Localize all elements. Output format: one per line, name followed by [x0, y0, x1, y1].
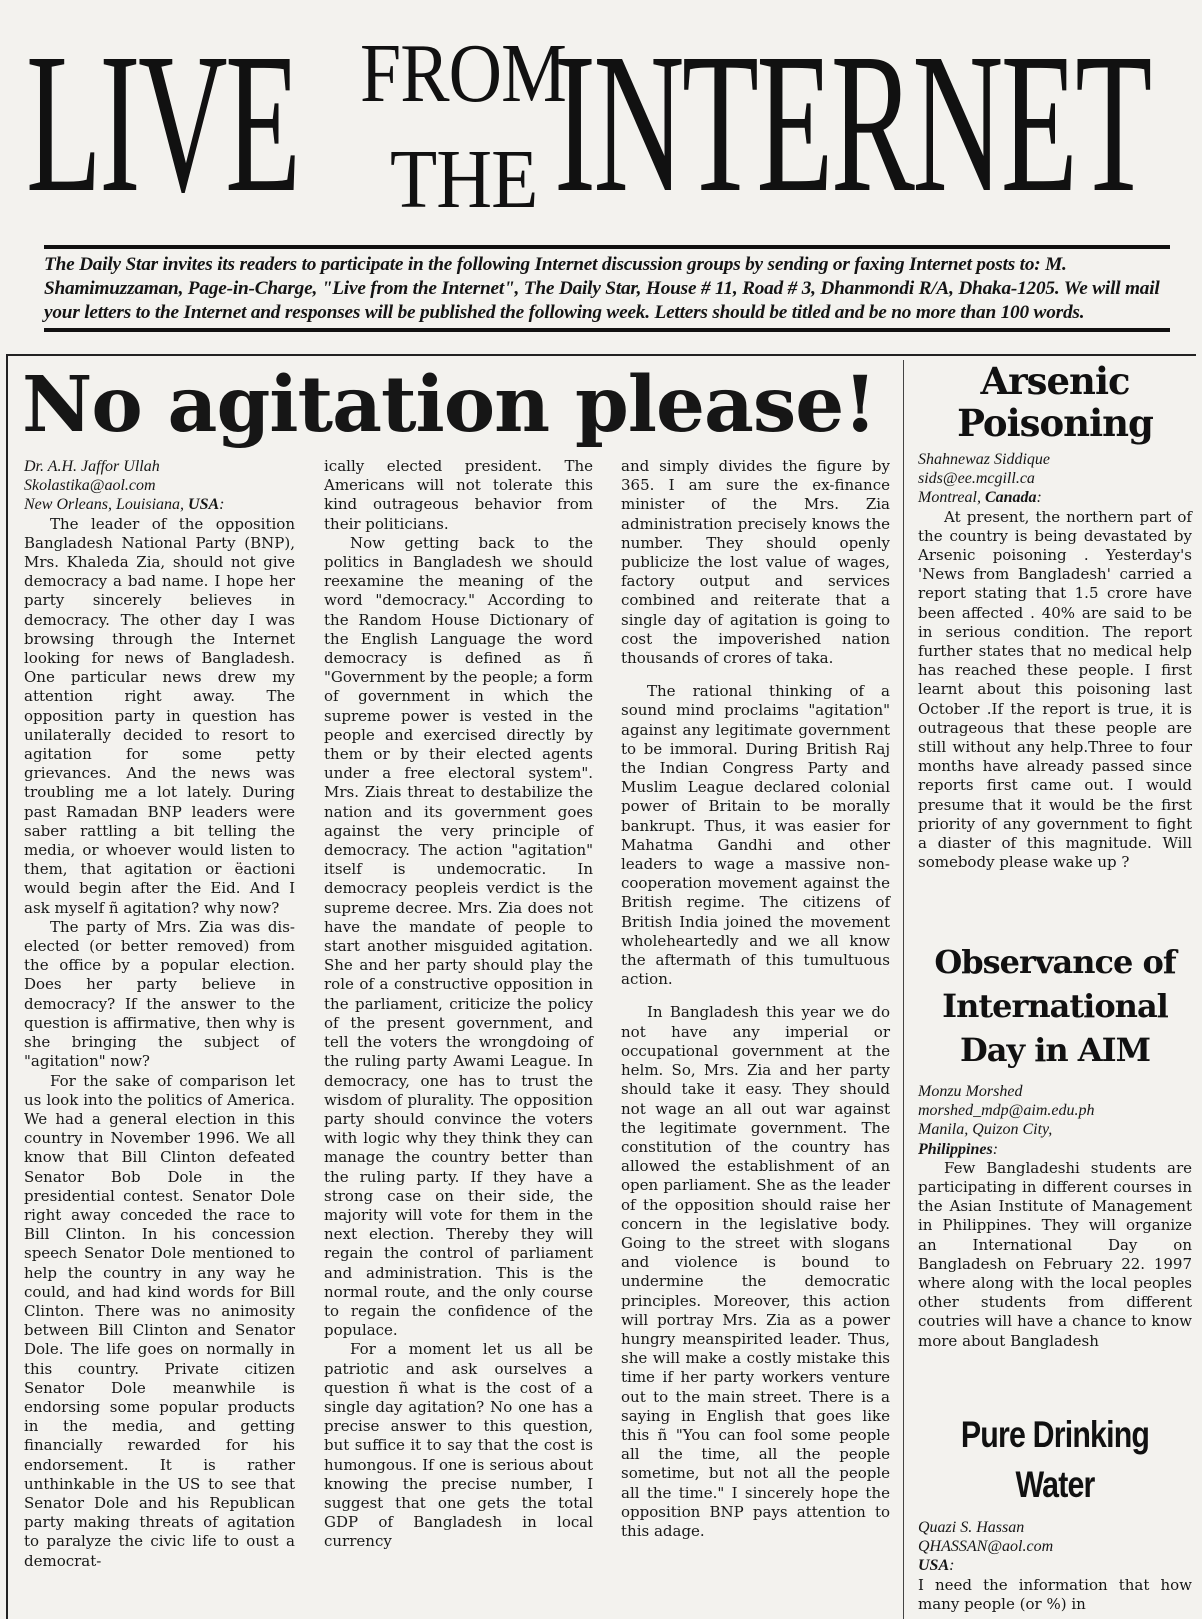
arsenic-title-line2: Poisoning — [957, 401, 1153, 445]
intro-bottom-rule — [44, 328, 1170, 332]
author-email: Skolastika@aol.com — [24, 477, 156, 495]
water-title-line2: Water — [1015, 1464, 1095, 1505]
observance-author: Monzu Morshed — [918, 1083, 1023, 1100]
location-country: USA — [188, 496, 220, 514]
author-location: New Orleans, Louisiana, USA: — [24, 496, 225, 514]
intro-box — [44, 245, 1170, 332]
article-column-1 — [24, 457, 295, 1571]
observance-email: morshed_mdp@aim.edu.ph — [918, 1102, 1095, 1120]
frame-top-rule — [6, 354, 1196, 356]
article-column-2 — [324, 457, 593, 1552]
intro-text: The Daily Star invites its readers to participate in the following Internet discussion groups by sending or faxing Internet posts to: M. Shamimuzzaman, Page-in-Charge, "Live from the Internet", The Daily Star, House # 11, Road # 3, Dhanmondi R/A, Dhaka-1205. We will mail your letters to the Internet and responses will be published the following week. Letters should be titled and be no more than 100 words. — [44, 254, 1160, 323]
masthead — [26, 6, 1186, 238]
location-country: USA — [918, 1557, 950, 1575]
water-body: I need the information that how many people (or %) in — [918, 1575, 1192, 1613]
sidebar-water — [918, 1410, 1192, 1614]
water-country-line: USA: — [918, 1557, 955, 1575]
observance-title-line2: International — [942, 987, 1168, 1025]
observance-title-line3: Day in AIM — [960, 1031, 1150, 1069]
observance-location: Manila, Quizon City, — [918, 1121, 1053, 1139]
masthead-the: THE — [390, 133, 538, 226]
arsenic-title-line1: Arsenic — [980, 359, 1130, 403]
observance-body: Few Bangladeshi students are participating in different courses in the Asian Institute of Management in Philippines. They will organize an International Day on Bangladesh on February 22. 1997 where along with the local peoples other students from different coutries will have a chance to know more about Bangladesh — [918, 1158, 1192, 1350]
masthead-internet: INTERNET — [554, 13, 1150, 234]
arsenic-body: At present, the northern part of the country is being devastated by Arsenic poisoning . Yesterday's 'News from Bangladesh' carried a report stating that 1.5 crore have been affected . 40% are said to be in serious condition. The report further states that no medical help has reached these people. I first learnt about this poisoning last October .If the report is true, it is outrageous that these people are still without any help.Three to four months have already passed since reports first came out. I would presume that it would be the first priority of any government to fight a diaster of this magnitude. Will somebody please wake up ? — [918, 507, 1192, 872]
observance-country-line: Philippines: — [918, 1140, 999, 1158]
arsenic-author: Shahnewaz Siddique — [918, 451, 1050, 468]
paragraph: The rational thinking of a sound mind proclaims "agitation" against any legitimate government to be immoral. During British Raj the Indian Congress Party and Muslim League declared colonial power of Britain to be morally bankrupt. Thus, it was easier for Mahatma Gandhi and other leaders to wage a massive non-cooperation movement against the British regime. The citizens of British India joined the movement wholeheartedly and we all know the aftermath of this tumultuous action. — [621, 682, 890, 989]
intro-top-rule — [44, 245, 1170, 249]
sidebar-arsenic — [918, 360, 1192, 872]
masthead-from: FROM — [360, 27, 567, 120]
paragraph: In Bangladesh this year we do not have any imperial or occupational government at the helm. So, Mrs. Zia and her party should take it easy. They should not wage an all out war against the legitimate government. The constitution of the country has allowed the establishment of an open parliament. She as the leader of the opposition should raise her concern in the legislative body. Going to the street with slogans and violence is bound to undermine the democratic principles. Moreover, this action will portray Mrs. Zia as a power hungry meanspirited leader. Thus, she will make a costly mistake this time if her party workers venture out to the main street. There is a saying in English that goes like this ñ "You can fool some people all the time, all the people sometime, but not all the people all the time." I sincerely hope the opposition BNP pays attention to this adage. — [621, 1003, 890, 1540]
location-text: Montreal, — [918, 489, 981, 507]
arsenic-email: sids@ee.mcgill.ca — [918, 470, 1035, 488]
arsenic-location: Montreal, Canada: — [918, 489, 1042, 507]
location-country: Philippines — [918, 1140, 993, 1158]
article-column-3 — [621, 457, 890, 1541]
location-text: New Orleans, Louisiana, — [24, 496, 185, 514]
paragraph: The party of Mrs. Zia was dis-elected (or better removed) from the office by a popular election. Does her party believe in democracy? If the answer to the question is affirmative, then why is she bringing the subject of "agitation" now? — [24, 917, 295, 1071]
paragraph: Now getting back to the politics in Bangladesh we should reexamine the meaning of the word "democracy." According to the Random House Dictionary of the English Language the word democracy is defined as ñ "Government by the people; a form of government in which the supreme power is vested in the people and exercised directly by them or by their elected agents under a free electoral system". Mrs. Ziais threat to destabilize the nation and its government goes against the very principle of democracy. The action "agitation" itself is undemocratic. In democracy peopleis verdict is the supreme decree. Mrs. Zia does not have the mandate of people to start another misguided agitation. She and her party should play the role of a constructive opposition in the parliament, criticize the policy of the present government, and tell the voters the wrongdoing of the ruling party Awami League. In democracy, one has to trust the wisdom of plurality. The opposition party should convince the voters with logic why they think they can manage the country better than the ruling party. If they have a strong case on their side, the majority will vote for them in the next election. Thereby they will regain the control of parliament and administration. This is the normal route, and the only course to regain the confidence of the populace. — [324, 533, 593, 1340]
sidebar-divider — [903, 360, 904, 1619]
paragraph: The leader of the opposition Bangladesh National Party (BNP), Mrs. Khaleda Zia, should not give democracy a bad name. I hope her party sincerely believes in democracy. The other day I was browsing through the Internet looking for news of Bangladesh. One particular news drew my attention right away. The opposition party in question has unilaterally decided to resort to agitation for some petty grievances. And the news was troubling me a lot lately. During past Ramadan BNP leaders were saber rattling a bit telling the media, or whoever would listen to them, that agitation or ëactioni would begin after the Eid. And I ask myself ñ agitation? why now? — [24, 514, 295, 917]
masthead-live: LIVE — [26, 13, 299, 234]
observance-title-line1: Observance of — [934, 943, 1176, 981]
frame-left-rule — [6, 354, 8, 1619]
water-author: Quazi S. Hassan — [918, 1519, 1025, 1536]
location-country: Canada — [984, 489, 1037, 507]
paragraph: and simply divides the figure by 365. I am sure the ex-finance minister of the Mrs. Zia administration precisely knows the number. They should openly publicize the lost value of wages, factory output and services combined and reiterate that a single day of agitation is going to cost the impoverished nation thousands of crores of taka. — [621, 457, 890, 668]
sidebar-observance — [918, 940, 1192, 1351]
water-email: QHASSAN@aol.com — [918, 1538, 1054, 1556]
water-title-line1: Pure Drinking — [960, 1414, 1150, 1455]
paragraph: ically elected president. The Americans will not tolerate this kind outrageous behavior from their politicians. — [324, 457, 593, 533]
headline: No agitation please! — [22, 360, 877, 450]
paragraph: For the sake of comparison let us look into the politics of America. We had a general election in this country in November 1996. We all know that Bill Clinton defeated Senator Bob Dole in the presidential contest. Senator Dole right away conceded the race to Bill Clinton. In his concession speech Senator Dole mentioned to help the country in any way he could, and had kind words for Bill Clinton. There was no animosity between Bill Clinton and Senator Dole. The life goes on normally in this country. Private citizen Senator Dole meanwhile is endorsing some popular products in the media, and getting financially rewarded for his endorsement. It is rather unthinkable in the US to see that Senator Dole and his Republican party making threats of agitation to paralyze the civic life to oust a democrat- — [24, 1071, 295, 1570]
paragraph: For a moment let us all be patriotic and ask ourselves a question ñ what is the cost of a single day agitation? No one has a precise answer to this question, but suffice it to say that the cost is humongous. If one is serious about knowing the precise number, I suggest that one gets the total GDP of Bangladesh in local currency — [324, 1340, 593, 1551]
author-name: Dr. A.H. Jaffor Ullah — [24, 458, 160, 475]
